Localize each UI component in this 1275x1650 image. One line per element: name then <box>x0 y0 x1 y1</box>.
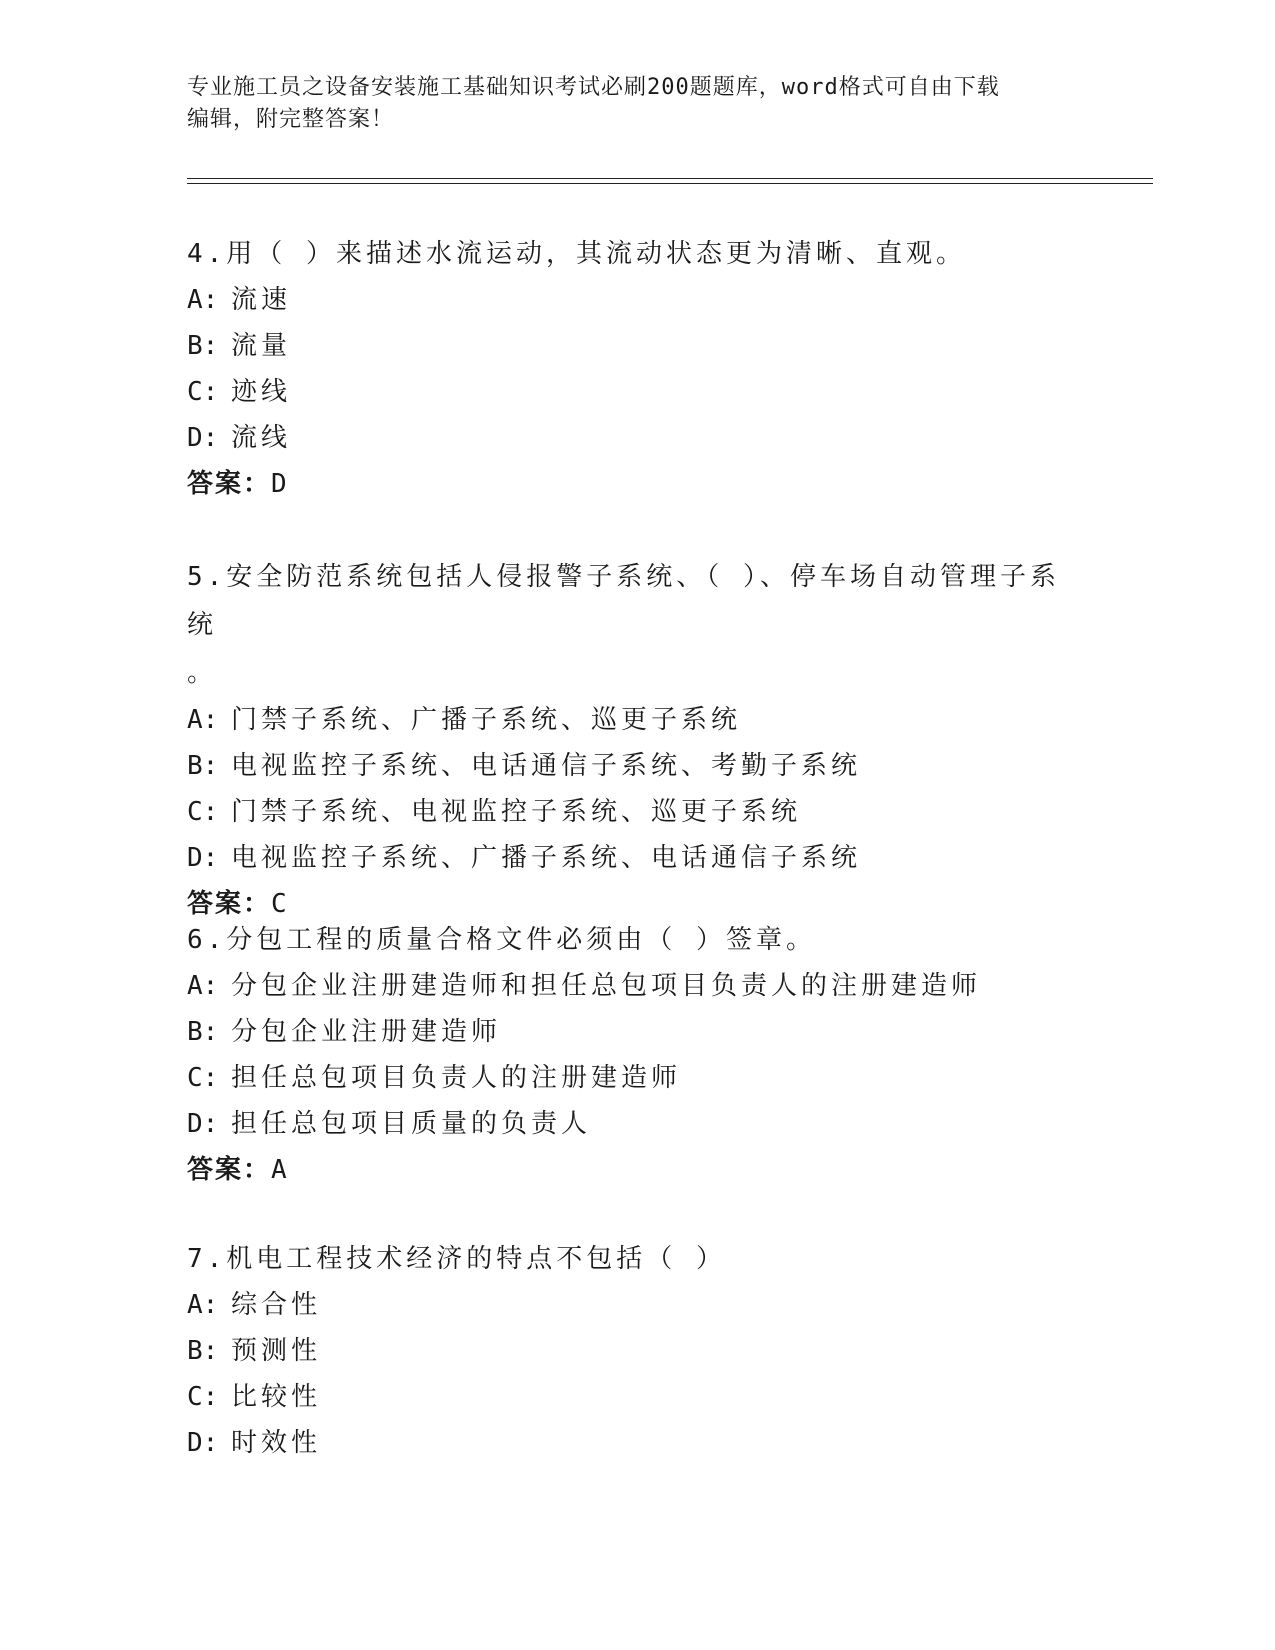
option-text: 分包企业注册建造师 <box>231 1017 502 1047</box>
option-text: 担任总包项目质量的负责人 <box>231 1109 592 1139</box>
option-c <box>187 369 1087 415</box>
option-text: 预测性 <box>231 1336 322 1366</box>
question-stem-continued: 。 <box>187 658 218 688</box>
option-text: 门禁子系统、电视监控子系统、巡更子系统 <box>231 797 802 827</box>
option-letter: B: <box>187 1017 219 1047</box>
question-5 <box>187 553 1087 927</box>
answer-line <box>187 461 1087 507</box>
option-a <box>187 1282 1087 1328</box>
option-letter: A: <box>187 285 219 315</box>
question-4 <box>187 231 1087 507</box>
option-letter: B: <box>187 751 219 781</box>
option-text: 流速 <box>231 285 292 315</box>
option-text: 比较性 <box>231 1382 322 1412</box>
option-letter: C: <box>187 377 219 407</box>
option-b <box>187 323 1087 369</box>
document-header <box>187 72 1087 136</box>
option-letter: D: <box>187 843 219 873</box>
option-text: 流线 <box>231 423 292 453</box>
option-c <box>187 1374 1087 1420</box>
option-text: 流量 <box>231 331 292 361</box>
option-d <box>187 415 1087 461</box>
answer-line <box>187 1147 1087 1193</box>
answer-label: 答案： <box>187 889 272 919</box>
header-divider-top <box>187 178 1153 179</box>
answer-value: C <box>271 889 288 919</box>
option-b <box>187 743 1087 789</box>
option-c <box>187 789 1087 835</box>
answer-value: A <box>271 1155 288 1185</box>
option-text: 门禁子系统、广播子系统、巡更子系统 <box>231 705 742 735</box>
option-letter: A: <box>187 705 219 735</box>
option-text: 时效性 <box>231 1428 322 1458</box>
option-a <box>187 963 1087 1009</box>
option-letter: A: <box>187 1290 219 1320</box>
option-letter: C: <box>187 1382 219 1412</box>
option-letter: A: <box>187 971 219 1001</box>
question-stem: 7.机电工程技术经济的特点不包括（ ） <box>187 1244 726 1274</box>
header-line-1: 专业施工员之设备安装施工基础知识考试必刷200题题库，word格式可自由下载 <box>187 75 1000 100</box>
option-text: 分包企业注册建造师和担任总包项目负责人的注册建造师 <box>231 971 982 1001</box>
answer-value: D <box>271 469 288 499</box>
option-letter: B: <box>187 331 219 361</box>
option-letter: C: <box>187 1063 219 1093</box>
option-text: 担任总包项目负责人的注册建造师 <box>231 1063 682 1093</box>
option-letter: D: <box>187 1428 219 1458</box>
question-stem: 6.分包工程的质量合格文件必须由（ ）签章。 <box>187 925 816 955</box>
option-d <box>187 1101 1087 1147</box>
header-line-2: 编辑，附完整答案！ <box>187 107 395 132</box>
option-b <box>187 1328 1087 1374</box>
option-b <box>187 1009 1087 1055</box>
answer-label: 答案： <box>187 469 272 499</box>
question-7 <box>187 1236 1087 1466</box>
header-divider-bottom <box>187 183 1153 184</box>
option-letter: B: <box>187 1336 219 1366</box>
option-d <box>187 835 1087 881</box>
option-letter: C: <box>187 797 219 827</box>
option-d <box>187 1420 1087 1466</box>
option-c <box>187 1055 1087 1101</box>
option-text: 电视监控子系统、电话通信子系统、考勤子系统 <box>231 751 862 781</box>
option-letter: D: <box>187 423 219 453</box>
question-stem: 4.用（ ）来描述水流运动，其流动状态更为清晰、直观。 <box>187 239 966 269</box>
option-text: 电视监控子系统、广播子系统、电话通信子系统 <box>231 843 862 873</box>
question-6 <box>187 917 1087 1193</box>
question-stem: 5.安全防范系统包括人侵报警子系统、（ ）、停车场自动管理子系统 <box>187 562 1060 640</box>
option-a <box>187 277 1087 323</box>
option-text: 综合性 <box>231 1290 322 1320</box>
answer-label: 答案： <box>187 1155 272 1185</box>
option-text: 迹线 <box>231 377 292 407</box>
option-letter: D: <box>187 1109 219 1139</box>
option-a <box>187 697 1087 743</box>
